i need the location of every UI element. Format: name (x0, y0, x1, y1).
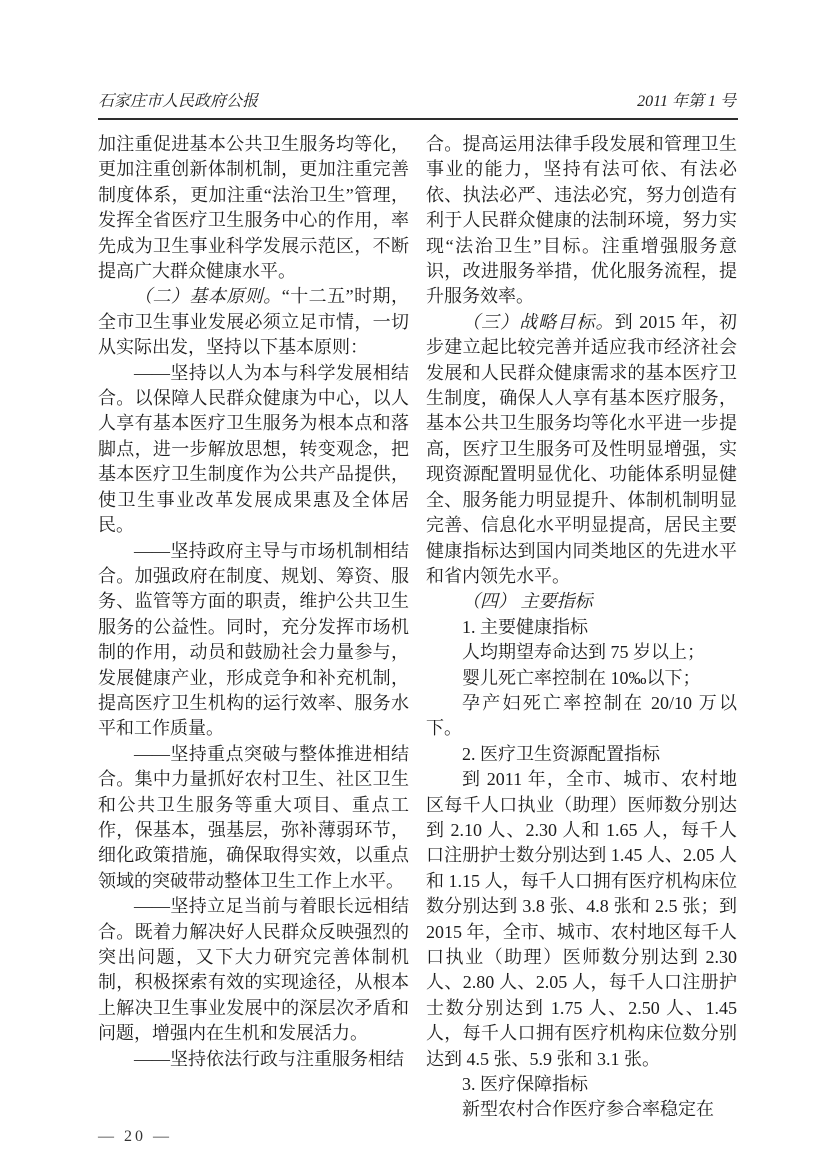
left-column (98, 132, 409, 1123)
paragraph (426, 132, 737, 310)
paragraph (98, 284, 409, 360)
paragraph (426, 310, 737, 589)
text-run: ——坚持依法行政与注重服务相结 (134, 1048, 404, 1069)
text-run: 人均期望寿命达到 75 岁以上； (462, 642, 705, 663)
text-run: 加注重促进基本公共卫生服务均等化，更加注重创新体制机制，更加注重完善制度体系，更加注重“法治卫生”管理，发挥全省医疗卫生服务中心的作用，率先成为卫生事业科学发展示范区，不断提高广大群众健康水平。 (98, 134, 409, 282)
paragraph (98, 539, 409, 742)
header-publication-title: 石家庄市人民政府公报 (98, 93, 259, 110)
paragraph (426, 615, 737, 640)
right-column (426, 132, 737, 1123)
page-number: — 20 — (98, 1127, 172, 1145)
paragraph (98, 894, 409, 1046)
kai-heading-run: （三）战略目标。 (462, 311, 615, 332)
text-run: 到 2011 年，全市、城市、农村地区每千人口执业（助理）医师数分别达到 2.10 人、2.30 人和 1.65 人，每千人口注册护士数分别达到 1.45 人、2.05 人和 1.15 人，每千人口拥有医疗机构床位数分别达到 3.8 张、4.8 张和 2.5 张；到 2015 年，全市、城市、农村地区每千人口执业（助理）医师数分别达到 2.30 人、2.80 人、2.05 人，每千人口注册护士数分别达到 1.75 人、2.50 人、1.45 人，每千人口拥有医疗机构床位数分别达到 4.5 张、5.9 张和 3.1 张。 (426, 769, 737, 1069)
page-header (98, 88, 738, 111)
header-issue-number: 2011 年第 1 号 (637, 93, 736, 110)
paragraph (426, 1097, 737, 1122)
body-columns (98, 132, 738, 1123)
paragraph (98, 132, 409, 284)
text-run: 1. 主要健康指标 (462, 616, 588, 637)
text-run: 2. 医疗卫生资源配置指标 (462, 743, 660, 764)
text-run: 到 2015 年，初步建立起比较完善并适应我市经济社会发展和人民群众健康需求的基本医疗卫生制度，确保人人享有基本医疗服务，基本公共卫生服务均等化水平进一步提高，医疗卫生服务可及性明显增强，实现资源配置明显优化、功能体系明显健全、服务能力明显提升、体制机制明显完善、信息化水平明显提高，居民主要健康指标达到国内同类地区的先进水平和省内领先水平。 (426, 311, 738, 586)
text-run: “十二五”时期，全市卫生事业发展必须立足市情，一切从实际出发，坚持以下基本原则： (98, 286, 410, 358)
text-run: 孕产妇死亡率控制在 20/10 万以下。 (426, 692, 737, 739)
paragraph (98, 1047, 409, 1072)
kai-heading-run: （二）基本原则。 (134, 286, 282, 307)
paragraph (426, 666, 737, 691)
text-run: 婴儿死亡率控制在 10‰以下； (462, 667, 701, 688)
paragraph (426, 691, 737, 742)
text-run: ——坚持立足当前与着眼长远相结合。既着力解决好人民群众反映强烈的突出问题，又下大力研究完善体制机制，积极探索有效的实现途径，从根本上解决卫生事业发展中的深层次矛盾和问题，增强内在生机和发展活力。 (98, 896, 409, 1044)
paragraph (426, 767, 737, 1072)
text-run: 3. 医疗保障指标 (462, 1074, 588, 1095)
text-run: ——坚持政府主导与市场机制相结合。加强政府在制度、规划、筹资、服务、监管等方面的职责，维护公共卫生服务的公益性。同时，充分发挥市场机制的作用，动员和鼓励社会力量参与，发展健康产业，形成竞争和补充机制，提高医疗卫生机构的运行效率、服务水平和工作质量。 (98, 540, 409, 739)
text-run: ——坚持以人为本与科学发展相结合。以保障人民群众健康为中心，以人人享有基本医疗卫生服务为根本点和落脚点，进一步解放思想，转变观念，把基本医疗卫生制度作为公共产品提供，使卫生事业改革发展成果惠及全体居民。 (98, 362, 409, 536)
page-footer (98, 1128, 738, 1146)
paragraph (98, 742, 409, 894)
paragraph (426, 589, 737, 614)
header-rule (98, 118, 738, 120)
paragraph (426, 1072, 737, 1097)
paragraph (426, 640, 737, 665)
text-run: 合。提高运用法律手段发展和管理卫生事业的能力，坚持有法可依、有法必依、执法必严、违法必究，努力创造有利于人民群众健康的法制环境，努力实现“法治卫生”目标。注重增强服务意识，改进服务举措，优化服务流程，提升服务效率。 (426, 134, 737, 307)
paragraph (426, 742, 737, 767)
text-run: 新型农村合作医疗参合率稳定在 (462, 1099, 714, 1120)
kai-heading-run: （四） 主要指标 (462, 591, 593, 612)
paragraph (98, 361, 409, 539)
text-run: ——坚持重点突破与整体推进相结合。集中力量抓好农村卫生、社区卫生和公共卫生服务等重大项目、重点工作，保基本，强基层，弥补薄弱环节，细化政策措施，确保取得实效，以重点领域的突破带动整体卫生工作上水平。 (98, 743, 409, 891)
